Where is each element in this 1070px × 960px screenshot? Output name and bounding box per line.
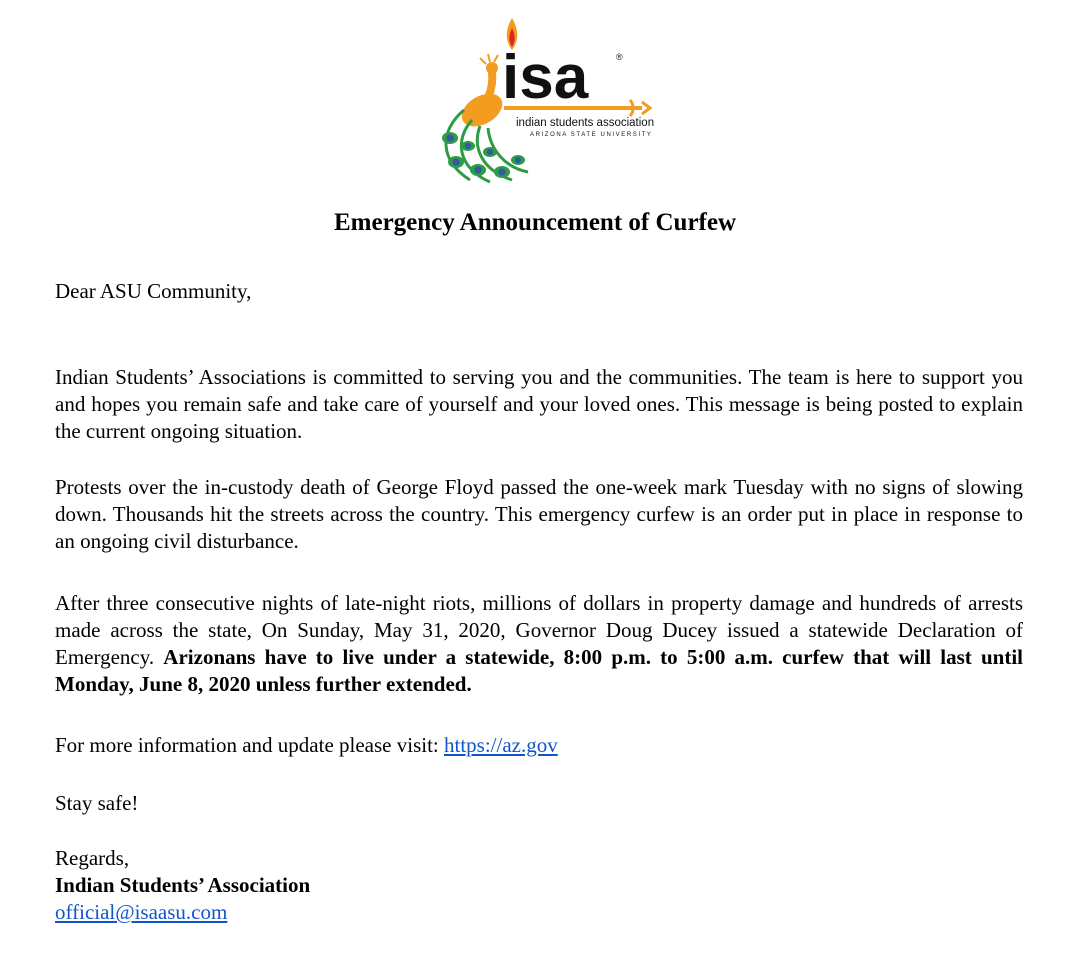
curfew-context-text: After three consecutive nights of late-night riots, millions of dollars in property damage and hundreds of arrests made across the state, On Sunday, May 31, 2020, Governor Doug Ducey issued a statewide Declaration of Emergency. [55,591,1023,669]
logo-univ-line: ARIZONA STATE UNIVERSITY [530,132,653,138]
salutation: Dear ASU Community, [55,279,252,303]
registered-mark: ® [616,52,623,62]
signature-name: Indian Students’ Association [55,873,311,897]
az-gov-link[interactable]: https://az.gov [444,733,558,757]
more-info-prefix: For more information and update please visit: [55,733,444,757]
paragraph-commitment: Indian Students’ Associations is committed to serving you and the communities. The team is here to support you and hopes you remain safe and take care of yourself and your loved ones. This message is being posted to explain the current ongoing situation. [55,365,1023,443]
email-link[interactable]: official@isaasu.com [55,900,228,924]
closing-block [55,845,1023,926]
isa-logo [420,10,660,195]
peacock-logo-icon [420,10,660,195]
paragraph-curfew [55,590,1023,698]
announcement-title: Emergency Announcement of Curfew [333,209,737,236]
curfew-details-text: Arizonans have to live under a statewide, 8:00 p.m. to 5:00 a.m. curfew that will last until Monday, June 8, 2020 unless further extended. [55,645,1023,696]
paragraph-protests: Protests over the in-custody death of George Floyd passed the one-week mark Tuesday with no signs of slowing down. Thousands hit the streets across the country. This emergency curfew is an order put in place in response to an ongoing civil disturbance. [55,475,1023,553]
logo-wordmark: isa [502,43,589,112]
logo-org-line: indian students association [516,117,655,129]
more-info-line [55,732,1023,759]
regards-text: Regards, [55,846,130,870]
stay-safe-text: Stay safe! [55,791,139,815]
